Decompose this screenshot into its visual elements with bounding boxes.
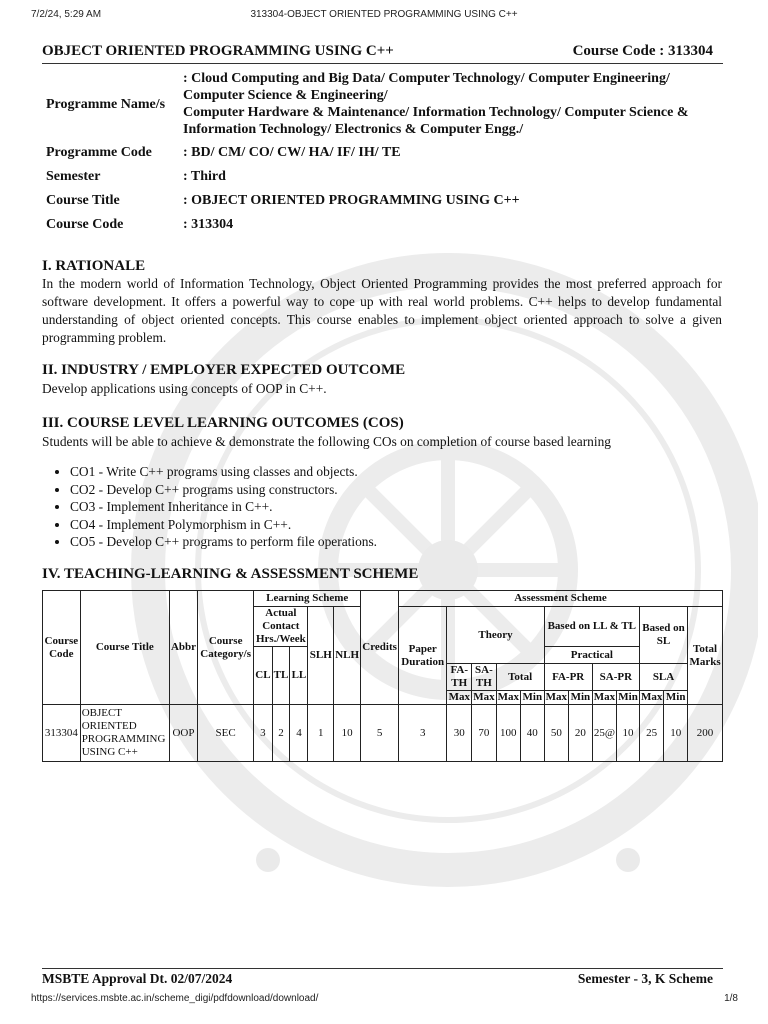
col-cl: CL	[254, 647, 272, 705]
rationale-text: In the modern world of Information Technology, Object Oriented Programming provides the most preferred approach for software development. It offers a powerful way to cope up with real world problems. C++ helps to develop fundamental understanding of object oriented concepts. This course enables to implement object oriented approach to solve a given programming problem.	[42, 276, 722, 345]
programme-code-value: : BD/ CM/ CO/ CW/ HA/ IF/ IH/ TE	[183, 144, 401, 160]
col-course-title: Course Title	[80, 591, 169, 705]
col-tl: TL	[272, 647, 290, 705]
cell-category: SEC	[198, 705, 254, 762]
cell-slh: 1	[308, 705, 334, 762]
col-assessment-scheme: Assessment Scheme	[399, 591, 723, 607]
approval-date: MSBTE Approval Dt. 02/07/2024	[42, 971, 233, 986]
cell-total-marks: 200	[688, 705, 723, 762]
course-code-label: Course Code	[46, 216, 124, 232]
cell-sa-pr-min: 10	[617, 705, 640, 762]
programme-names-value: : Cloud Computing and Big Data/ Computer Technology/ Computer Engineering/ Computer Science & Engineering/ Computer Hardware & Maintenance/ Information Technology/ Computer Science & Information Technology/ Electronics & Computer Engg./	[183, 71, 689, 137]
col-theory: Theory	[447, 607, 544, 664]
cell-course-title: OBJECT ORIENTED PROGRAMMING USING C++	[80, 705, 169, 762]
col-nlh: NLH	[334, 607, 361, 705]
programme-info-table	[42, 68, 693, 236]
col-sla: SLA	[639, 664, 687, 691]
col-category: Course Category/s	[198, 591, 254, 705]
col-fa-pr: FA-PR	[544, 664, 592, 691]
col-paper-duration: Paper Duration	[399, 607, 447, 705]
print-url: https://services.msbte.ac.in/scheme_digi/pdfdownload/download/	[31, 993, 319, 1004]
print-datetime: 7/2/24, 5:29 AM	[31, 9, 102, 20]
cos-list	[52, 463, 377, 551]
list-item: • CO3 - Implement Inheritance in C++.	[70, 498, 377, 516]
teaching-assessment-scheme-table	[42, 590, 723, 762]
cell-ll: 4	[290, 705, 308, 762]
col-max: Max	[545, 691, 568, 703]
scheme-heading: IV. TEACHING-LEARNING & ASSESSMENT SCHEME	[42, 566, 419, 582]
cell-abbr: OOP	[169, 705, 197, 762]
cell-fa-th-max: 30	[447, 705, 472, 762]
col-total-marks: Total Marks	[688, 607, 723, 705]
cell-fa-pr-min: 20	[569, 705, 593, 762]
page-number: 1/8	[724, 993, 738, 1004]
cell-total-max: 100	[496, 705, 520, 762]
col-learning-scheme: Learning Scheme	[254, 591, 361, 607]
footer-divider	[42, 968, 723, 969]
cell-nlh: 10	[334, 705, 361, 762]
cos-intro: Students will be able to achieve & demonstrate the following COs on completion of course based learning	[42, 434, 611, 449]
cell-cl: 3	[254, 705, 272, 762]
col-practical: Practical	[544, 647, 639, 664]
col-based-sl: Based on SL	[639, 607, 687, 664]
semester-label: Semester	[46, 168, 101, 184]
col-max: Max	[640, 691, 663, 703]
cell-tl: 2	[272, 705, 290, 762]
col-sa-pr: SA-PR	[592, 664, 639, 691]
col-credits: Credits	[361, 591, 399, 705]
list-item: • CO5 - Develop C++ programs to perform file operations.	[70, 533, 377, 551]
cell-sla-max: 25	[639, 705, 663, 762]
list-item: • CO1 - Write C++ programs using classes and objects.	[70, 463, 377, 481]
col-ll: LL	[290, 647, 308, 705]
programme-names-label: Programme Name/s	[46, 96, 166, 112]
col-max: Max	[473, 691, 495, 703]
list-item: • CO4 - Implement Polymorphism in C++.	[70, 516, 377, 534]
semester-value: : Third	[183, 168, 226, 184]
cell-total-min: 40	[520, 705, 544, 762]
col-min: Min	[569, 691, 593, 705]
col-actual-contact: Actual Contact Hrs./Week	[254, 607, 308, 647]
industry-text: Develop applications using concepts of OOP in C++.	[42, 381, 327, 396]
course-title-label: Course Title	[46, 192, 120, 208]
cell-paper-duration: 3	[399, 705, 447, 762]
course-name-heading: OBJECT ORIENTED PROGRAMMING USING C++	[42, 43, 394, 59]
col-min: Min	[520, 691, 544, 705]
rationale-heading: I. RATIONALE	[42, 258, 146, 274]
cell-fa-pr-max: 50	[544, 705, 568, 762]
course-title-value: : OBJECT ORIENTED PROGRAMMING USING C++	[183, 192, 520, 208]
col-based-ll-tl: Based on LL & TL	[544, 607, 639, 647]
programme-code-label: Programme Code	[46, 144, 152, 160]
col-min: Min	[664, 691, 688, 705]
print-doc-title: 313304-OBJECT ORIENTED PROGRAMMING USING C++	[250, 9, 518, 20]
col-course-code: Course Code	[43, 591, 81, 705]
cos-heading: III. COURSE LEVEL LEARNING OUTCOMES (COS)	[42, 415, 404, 431]
list-item: • CO2 - Develop C++ programs using constructors.	[70, 481, 377, 499]
cell-course-code: 313304	[43, 705, 81, 762]
col-max: Max	[497, 691, 519, 703]
industry-heading: II. INDUSTRY / EMPLOYER EXPECTED OUTCOME	[42, 362, 406, 378]
header-divider	[42, 63, 723, 64]
cell-sa-th-max: 70	[472, 705, 496, 762]
col-slh: SLH	[308, 607, 334, 705]
cell-credits: 5	[361, 705, 399, 762]
col-abbr: Abbr	[169, 591, 197, 705]
semester-scheme: Semester - 3, K Scheme	[577, 971, 713, 986]
cell-sa-pr-max: 25@	[592, 705, 616, 762]
table-row	[43, 705, 723, 762]
course-code-value: : 313304	[183, 216, 234, 232]
cell-sla-min: 10	[664, 705, 688, 762]
col-min: Min	[618, 691, 638, 703]
col-total: Total	[496, 664, 544, 691]
col-max: Max	[448, 691, 470, 703]
col-max: Max	[593, 691, 616, 703]
course-code-heading: Course Code : 313304	[572, 43, 713, 59]
col-sa-th: SA-TH	[472, 664, 496, 691]
col-fa-th: FA-TH	[447, 664, 472, 691]
